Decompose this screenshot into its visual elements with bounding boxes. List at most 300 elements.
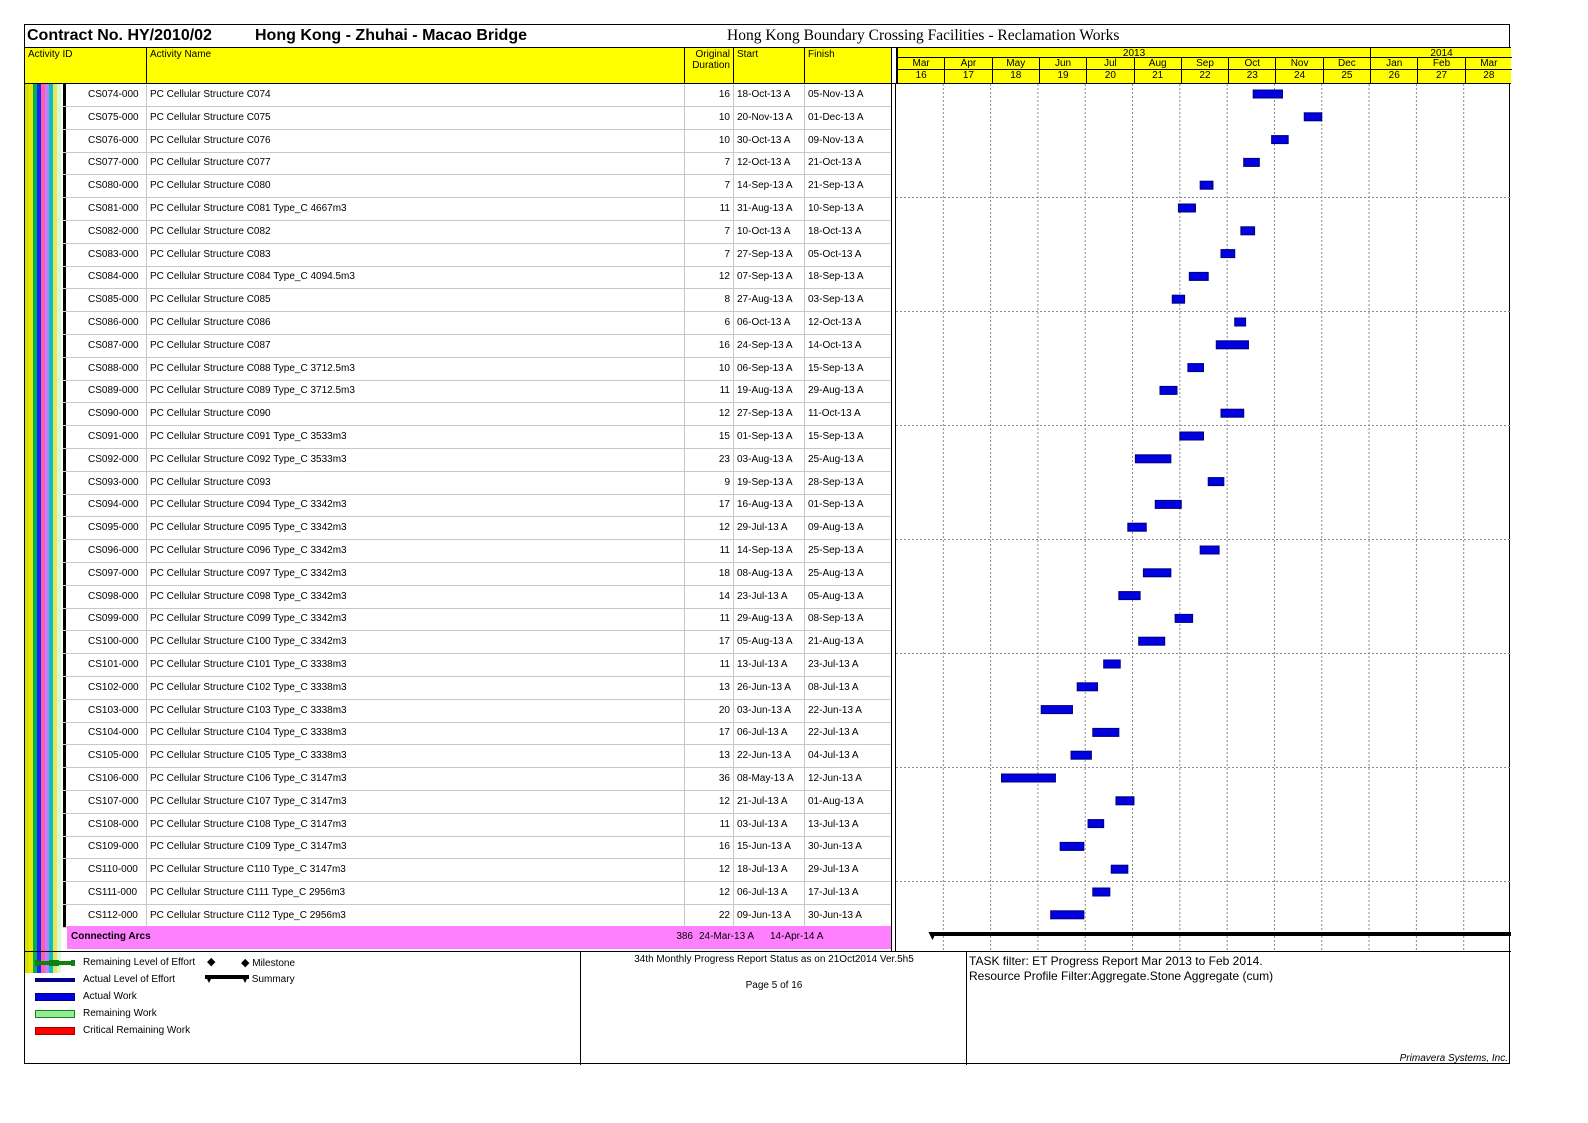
table-row[interactable] [63,175,891,198]
summary-row-connecting-arcs[interactable] [67,926,891,949]
filter-info [967,952,1510,1065]
milestone-diamond-icon: ◆ [207,956,216,968]
activity-id: CS076-000 [63,130,147,152]
activity-id: CS112-000 [63,905,147,927]
activity-id: CS091-000 [63,426,147,448]
activity-name: PC Cellular Structure C102 Type_C 3338m3 [147,677,685,699]
activity-finish: 09-Nov-13 A [808,134,864,146]
summary-bar-icon [205,974,249,984]
activity-name: PC Cellular Structure C099 Type_C 3342m3 [147,608,685,630]
activity-finish: 30-Jun-13 A [808,909,862,921]
legend-remaining-work-label: Remaining Work [83,1008,157,1019]
timeline-year: 2013 [897,48,1370,58]
actual-work-bar [1111,865,1128,873]
activity-name: PC Cellular Structure C090 [147,403,685,425]
actual-work-bar [1104,660,1121,668]
activity-name: PC Cellular Structure C089 Type_C 3712.5m3 [147,380,685,402]
activity-name: PC Cellular Structure C097 Type_C 3342m3 [147,563,685,585]
table-row[interactable] [63,152,891,175]
activity-id: CS100-000 [63,631,147,653]
activity-id: CS077-000 [63,152,147,174]
activity-id: CS081-000 [63,198,147,220]
activity-id: CS089-000 [63,380,147,402]
activity-name: PC Cellular Structure C112 Type_C 2956m3 [147,905,685,927]
activity-duration: 7 [685,244,734,266]
actual-work-bar [1175,614,1193,622]
table-row[interactable] [63,586,891,609]
legend-actual-work [35,991,235,1003]
activity-duration: 12 [685,791,734,813]
activity-duration: 11 [685,380,734,402]
activity-duration: 11 [685,814,734,836]
activity-duration: 11 [685,654,734,676]
activity-finish: 22-Jul-13 A [808,727,859,739]
activity-start: 21-Jul-13 A [734,791,805,813]
table-row[interactable] [63,380,891,403]
contract-number: Contract No. HY/2010/02 [27,27,212,44]
activity-duration: 36 [685,768,734,790]
activity-start: 27-Sep-13 A [734,244,805,266]
activity-id: CS101-000 [63,654,147,676]
actual-work-bar [1139,637,1165,645]
project-title: Hong Kong - Zhuhai - Macao Bridge [255,27,527,44]
activity-name: PC Cellular Structure C094 Type_C 3342m3 [147,494,685,516]
activity-finish: 21-Aug-13 A [808,636,864,648]
table-row[interactable] [63,130,891,153]
activity-duration: 15 [685,426,734,448]
table-row[interactable] [63,84,891,107]
activity-name: PC Cellular Structure C100 Type_C 3342m3 [147,631,685,653]
activity-duration: 11 [685,198,734,220]
activity-finish: 09-Aug-13 A [808,522,864,534]
activity-start: 10-Oct-13 A [734,221,805,243]
activity-finish: 04-Jul-13 A [808,750,859,762]
actual-work-bar [1200,546,1219,554]
activity-duration: 16 [685,836,734,858]
table-row[interactable] [63,654,891,677]
facility-title: Hong Kong Boundary Crossing Facilities - Reclamation Works [727,27,1120,44]
activity-name: PC Cellular Structure C108 Type_C 3147m3 [147,814,685,836]
critical-remaining-icon [35,1027,75,1035]
actual-work-bar [1253,90,1282,98]
wbs-stripe [57,84,61,973]
table-row[interactable] [63,312,891,335]
activity-finish: 13-Jul-13 A [808,818,859,830]
table-row[interactable] [63,859,891,882]
activity-start: 26-Jun-13 A [734,677,805,699]
activity-id: CS088-000 [63,358,147,380]
activity-id: CS104-000 [63,722,147,744]
actual-work-bar [1221,250,1235,258]
activity-id: CS092-000 [63,449,147,471]
activity-name: PC Cellular Structure C088 Type_C 3712.5m3 [147,358,685,380]
activity-start: 03-Jun-13 A [734,700,805,722]
activity-duration: 13 [685,745,734,767]
table-row[interactable] [63,335,891,358]
actual-work-bar [1088,820,1104,828]
activity-start: 13-Jul-13 A [734,654,805,676]
col-header-start[interactable]: Start [734,48,805,83]
legend-critical-remaining-label: Critical Remaining Work [83,1025,191,1036]
actual-work-bar [1216,341,1248,349]
table-row[interactable] [63,631,891,654]
legend-summary-label: Summary [251,974,295,985]
actual-work-bar [1155,500,1181,508]
activity-finish: 25-Sep-13 A [808,545,864,556]
activity-duration: 17 [685,722,734,744]
table-row[interactable] [63,198,891,221]
activity-duration: 7 [685,221,734,243]
activity-start: 22-Jun-13 A [734,745,805,767]
table-row[interactable] [63,494,891,517]
table-row[interactable] [63,722,891,745]
activity-finish: 05-Aug-13 A [808,590,864,602]
remaining-loe-icon [35,957,75,969]
activity-name: PC Cellular Structure C104 Type_C 3338m3 [147,722,685,744]
activity-id: CS102-000 [63,677,147,699]
table-row[interactable] [63,244,891,267]
activity-name: PC Cellular Structure C080 [147,175,685,197]
actual-work-bar [1241,227,1255,235]
activity-name: PC Cellular Structure C092 Type_C 3533m3 [147,449,685,471]
table-row[interactable] [63,403,891,426]
activity-duration: 10 [685,107,734,129]
activity-finish: 15-Sep-13 A [808,431,864,442]
activity-id: CS110-000 [63,859,147,881]
activity-id: CS108-000 [63,814,147,836]
activity-start: 18-Jul-13 A [734,859,805,881]
activity-id: CS093-000 [63,472,147,494]
gantt-chart [896,84,1511,951]
activity-name: PC Cellular Structure C074 [147,84,685,106]
activity-name: PC Cellular Structure C086 [147,312,685,334]
activity-name: PC Cellular Structure C105 Type_C 3338m3 [147,745,685,767]
table-row[interactable] [63,472,891,495]
table-row[interactable] [63,700,891,723]
activity-start: 30-Oct-13 A [734,130,805,152]
timeline-week: 21 [1134,70,1181,83]
activity-start: 06-Sep-13 A [734,358,805,380]
activity-name: PC Cellular Structure C082 [147,221,685,243]
table-row[interactable] [63,791,891,814]
activity-finish: 29-Aug-13 A [808,385,864,397]
activity-table [25,84,891,951]
timeline-month: Jul [1086,58,1133,70]
timeline-month: Oct [1228,58,1275,70]
actual-work-bar [1235,318,1246,326]
actual-work-bar [1160,386,1177,394]
activity-start: 23-Jul-13 A [734,586,805,608]
activity-start: 27-Aug-13 A [734,289,805,311]
activity-duration: 17 [685,631,734,653]
legend-actual-loe-label: Actual Level of Effort [83,974,176,985]
timeline-week: 28 [1465,70,1512,83]
activity-finish: 12-Oct-13 A [808,317,862,328]
activity-id: CS106-000 [63,768,147,790]
activity-name: PC Cellular Structure C095 Type_C 3342m3 [147,517,685,539]
legend [25,952,581,1065]
activity-finish: 01-Aug-13 A [808,795,864,807]
activity-finish: 17-Jul-13 A [808,887,859,898]
activity-id: CS103-000 [63,700,147,722]
activity-duration: 13 [685,677,734,699]
activity-name: PC Cellular Structure C109 Type_C 3147m3 [147,836,685,858]
activity-name: PC Cellular Structure C091 Type_C 3533m3 [147,426,685,448]
table-row[interactable] [63,449,891,472]
activity-start: 16-Aug-13 A [734,494,805,516]
actual-work-bar [1200,181,1213,189]
report-status: 34th Monthly Progress Report Status as on 21Oct2014 Ver.5h5 [634,954,914,965]
activity-duration: 17 [685,494,734,516]
timeline-years [897,48,1512,58]
table-row[interactable] [63,289,891,312]
activity-start: 24-Sep-13 A [734,335,805,357]
activity-duration: 11 [685,540,734,562]
table-row[interactable] [63,905,891,928]
activity-finish: 15-Sep-13 A [808,362,864,374]
activity-finish: 05-Nov-13 A [808,89,864,100]
legend-milestone-label: Milestone [252,958,296,969]
activity-name: PC Cellular Structure C077 [147,152,685,174]
activity-start: 08-Aug-13 A [734,563,805,585]
table-row[interactable] [63,107,891,130]
table-row[interactable] [63,745,891,768]
legend-remaining-loe [35,957,225,969]
activity-finish: 14-Oct-13 A [808,339,862,351]
activity-name: PC Cellular Structure C103 Type_C 3338m3 [147,700,685,722]
activity-id: CS096-000 [63,540,147,562]
activity-finish: 11-Oct-13 A [808,408,861,420]
table-header [25,47,891,84]
activity-id: CS082-000 [63,221,147,243]
activity-finish: 12-Jun-13 A [808,773,862,784]
activity-finish: 05-Oct-13 A [808,248,862,260]
timeline-month: Mar [1465,58,1512,70]
activity-start: 19-Sep-13 A [734,472,805,494]
timeline-week: 17 [944,70,991,83]
resource-filter: Resource Profile Filter:Aggregate.Stone Aggregate (cum) [969,969,1274,983]
actual-work-bar [1051,911,1084,919]
timeline-week: 25 [1323,70,1370,83]
timeline-month: Aug [1134,58,1181,70]
activity-start: 27-Sep-13 A [734,403,805,425]
timeline-month: Mar [897,58,944,70]
legend-actual-work-label: Actual Work [83,991,137,1002]
table-row[interactable] [63,608,891,631]
timeline-week: 22 [1181,70,1228,83]
activity-name: PC Cellular Structure C098 Type_C 3342m3 [147,586,685,608]
activity-duration: 7 [685,175,734,197]
table-row[interactable] [63,266,891,289]
activity-name: PC Cellular Structure C081 Type_C 4667m3 [147,198,685,220]
timeline-week: 24 [1275,70,1322,83]
activity-duration: 16 [685,84,734,106]
table-row[interactable] [63,358,891,381]
activity-duration: 23 [685,449,734,471]
legend-critical-remaining [35,1025,235,1037]
activity-finish: 01-Dec-13 A [808,111,864,123]
task-filter: TASK filter: ET Progress Report Mar 2013 to Feb 2014. [969,954,1263,968]
activity-id: CS095-000 [63,517,147,539]
activity-id: CS109-000 [63,836,147,858]
summary-bar [931,932,1511,936]
activity-finish: 21-Sep-13 A [808,180,864,192]
duration-header-line1: Original [695,49,730,60]
timeline-month: Sep [1181,58,1228,70]
legend-remaining-work [35,1008,235,1020]
actual-work-bar [1172,295,1184,303]
activity-start: 05-Aug-13 A [734,631,805,653]
timeline-week: 20 [1086,70,1133,83]
activity-id: CS105-000 [63,745,147,767]
activity-duration: 7 [685,152,734,174]
activity-start: 08-May-13 A [734,768,805,790]
table-row[interactable] [63,563,891,586]
activity-duration: 12 [685,266,734,288]
actual-work-bar [1178,204,1195,212]
activity-id: CS111-000 [63,882,147,904]
activity-start: 06-Oct-13 A [734,312,805,334]
activity-start: 29-Aug-13 A [734,608,805,630]
footer [25,951,1511,1065]
timeline-week: 19 [1039,70,1086,83]
milestone-icon: ◆ [241,957,250,969]
summary-name: Connecting Arcs [71,931,151,942]
activity-id: CS085-000 [63,289,147,311]
activity-duration: 12 [685,859,734,881]
activity-start: 18-Oct-13 A [734,84,805,106]
timeline-week: 23 [1228,70,1275,83]
table-row[interactable] [63,768,891,791]
activity-start: 06-Jul-13 A [734,722,805,744]
activity-duration: 8 [685,289,734,311]
activity-start: 29-Jul-13 A [734,517,805,539]
actual-work-bar [1119,592,1140,600]
activity-name: PC Cellular Structure C093 [147,472,685,494]
actual-work-bar [1304,113,1322,121]
table-row[interactable] [63,221,891,244]
actual-work-bar [1143,569,1170,577]
gantt-svg [896,84,1511,951]
actual-work-bar [1093,888,1110,896]
activity-name: PC Cellular Structure C106 Type_C 3147m3 [147,768,685,790]
activity-duration: 9 [685,472,734,494]
brand-label: Primavera Systems, Inc. [1399,1053,1508,1064]
activity-finish: 03-Sep-13 A [808,294,864,306]
actual-work-bar [1221,409,1244,417]
timeline-week: 16 [897,70,944,83]
actual-work-bar [1128,523,1146,531]
activity-duration: 22 [685,905,734,927]
col-header-duration[interactable] [685,48,734,83]
timeline-months [897,58,1512,70]
timeline-month: Jan [1370,58,1417,70]
table-row[interactable] [63,426,891,449]
remaining-work-icon [35,1010,75,1018]
actual-work-bar [1116,797,1134,805]
activity-start: 15-Jun-13 A [734,836,805,858]
table-row[interactable] [63,836,891,859]
table-row[interactable] [63,882,891,905]
activity-start: 03-Aug-13 A [734,449,805,471]
activity-name: PC Cellular Structure C107 Type_C 3147m3 [147,791,685,813]
activity-duration: 10 [685,130,734,152]
activity-name: PC Cellular Structure C085 [147,289,685,311]
report-info [581,952,967,1065]
activity-name: PC Cellular Structure C084 Type_C 4094.5m3 [147,266,685,288]
actual-work-bar [1180,432,1204,440]
activity-finish: 10-Sep-13 A [808,203,864,214]
actual-work-bar [1041,706,1072,714]
actual-work-bar [1060,842,1084,850]
activity-finish: 21-Oct-13 A [808,157,862,169]
legend-milestone [241,957,295,970]
actual-work-bar [1071,751,1091,759]
activity-finish: 29-Jul-13 A [808,864,859,876]
col-header-activity-id[interactable]: Activity ID [25,48,147,83]
timeline-month: Nov [1275,58,1322,70]
activity-start: 12-Oct-13 A [734,152,805,174]
col-header-finish[interactable]: Finish [808,49,835,60]
activity-id: CS087-000 [63,335,147,357]
actual-work-bar [1208,478,1224,486]
activity-name: PC Cellular Structure C110 Type_C 3147m3 [147,859,685,881]
activity-duration: 12 [685,403,734,425]
activity-id: CS098-000 [63,586,147,608]
timeline-month: Feb [1417,58,1464,70]
table-row[interactable] [63,677,891,700]
activity-start: 20-Nov-13 A [734,107,805,129]
timeline-week: 26 [1370,70,1417,83]
summary-duration: 386 [676,931,693,942]
timeline-week: 18 [992,70,1039,83]
activity-id: CS099-000 [63,608,147,630]
title-bar [25,25,1511,47]
activity-duration: 10 [685,358,734,380]
activity-finish: 30-Jun-13 A [808,841,862,853]
table-row[interactable] [63,814,891,837]
col-header-activity-name[interactable]: Activity Name [147,48,685,83]
actual-work-bar [1135,455,1170,463]
activity-id: CS090-000 [63,403,147,425]
timeline-month: Jun [1039,58,1086,70]
activity-name: PC Cellular Structure C111 Type_C 2956m3 [147,882,685,904]
activity-start: 14-Sep-13 A [734,540,805,562]
table-row[interactable] [63,540,891,563]
activity-id: CS074-000 [63,84,147,106]
legend-summary [205,974,295,986]
activity-finish: 08-Sep-13 A [808,613,864,625]
activity-finish: 18-Sep-13 A [808,271,864,283]
activity-start: 06-Jul-13 A [734,882,805,904]
activity-start: 19-Aug-13 A [734,380,805,402]
activity-duration: 14 [685,586,734,608]
activity-finish: 28-Sep-13 A [808,476,864,488]
actual-work-bar [1244,158,1260,166]
activity-start: 03-Jul-13 A [734,814,805,836]
activity-finish: 23-Jul-13 A [808,659,859,670]
activity-duration: 6 [685,312,734,334]
actual-loe-icon [35,978,75,982]
activity-finish: 01-Sep-13 A [808,499,864,511]
activity-id: CS084-000 [63,266,147,288]
activity-name: PC Cellular Structure C076 [147,130,685,152]
legend-remaining-loe-label: Remaining Level of Effort [83,957,196,968]
activity-duration: 11 [685,608,734,630]
table-row[interactable] [63,517,891,540]
activity-id: CS094-000 [63,494,147,516]
activity-name: PC Cellular Structure C096 Type_C 3342m3 [147,540,685,562]
